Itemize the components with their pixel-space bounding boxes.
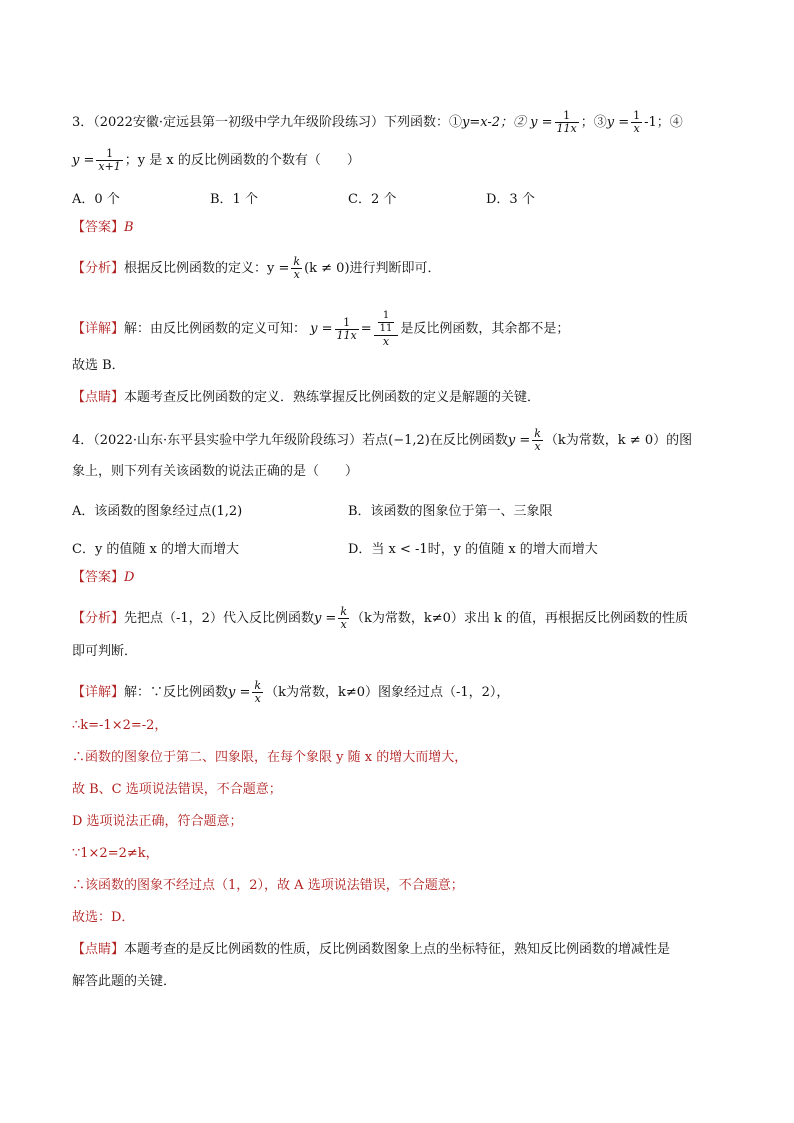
q4-answer-line	[72, 570, 134, 586]
q3-function-2-fraction	[555, 110, 579, 135]
q4-option-d: D．当 x < -1时，y 的值随 x 的增大而增大	[348, 542, 598, 557]
q4-option-c: C．y 的值随 x 的增大而增大	[72, 542, 240, 557]
fraction-numerator: k	[534, 427, 541, 440]
q4-detail-text: 解：∵反比例函数	[124, 685, 229, 700]
fraction-numerator: k	[293, 255, 301, 268]
q3-separator: ；③	[580, 115, 607, 130]
fraction-numerator: 1	[378, 310, 395, 323]
q3-function-2-lhs: y =	[530, 115, 553, 130]
q3-conclusion: 故选 B．	[72, 358, 125, 373]
q3-option-d: D．3 个	[486, 192, 535, 207]
fraction-denominator: x	[293, 268, 300, 281]
q4-analysis-text-2: （k为常数，k≠0）求出 k 的值，再根据反比例函数的性质	[351, 611, 689, 626]
q3-lead: 3．（2022安徽·定远县第一初级中学九年级阶段练习）下列函数：①	[72, 115, 462, 130]
q3-function-3-fraction	[631, 110, 642, 135]
q4-comment-line2: 解答此题的关键．	[72, 974, 177, 989]
fraction-numerator	[374, 310, 399, 336]
q3-analysis-line	[72, 256, 441, 281]
q3-detail-compound-fraction	[374, 310, 399, 348]
q4-answer: D	[124, 570, 135, 585]
q3-function-4-fraction	[96, 148, 122, 173]
fraction-numerator: 1	[96, 148, 122, 161]
q4-mid: 在反比例函数	[429, 433, 508, 448]
q4-detail-line	[72, 680, 509, 705]
q3-option-b: B．1 个	[210, 192, 258, 207]
q4-point: (−1,2)	[388, 433, 430, 448]
answer-label: 【答案】	[72, 220, 125, 235]
q3-analysis-fraction	[291, 256, 302, 281]
fraction-numerator: k	[254, 679, 262, 692]
fraction-denominator: 11	[379, 323, 393, 334]
fraction-denominator: 11x	[556, 122, 577, 135]
fraction-denominator: x+1	[98, 160, 121, 173]
q4-analysis-text: 先把点（-1，2）代入反比例函数	[124, 611, 314, 626]
q3-analysis-text: 根据反比例函数的定义：y =	[124, 261, 290, 276]
q3-function-1: y=x-2；②	[462, 115, 527, 130]
q3-stem-line2	[72, 148, 360, 173]
q4-tail: （k为常数，k ≠ 0）的图	[544, 433, 693, 448]
detail-label: 【详解】	[72, 685, 125, 700]
q4-step-1: ∴k=-1×2=-2，	[72, 718, 168, 733]
q4-step-2: ∴函数的图象位于第二、四象限，在每个象限 y 随 x 的增大而增大，	[72, 750, 468, 765]
q3-detail-text: 解：由反比例函数的定义可知：	[124, 321, 307, 337]
q4-analysis-line2: 即可判断．	[72, 644, 138, 659]
fraction-denominator: 11x	[336, 328, 357, 342]
q4-step-4: D 选项说法正确，符合题意；	[72, 814, 243, 829]
q3-function-3-lhs: y =	[606, 115, 630, 130]
q3-detail-fraction	[335, 317, 359, 342]
q4-detail-fraction	[252, 680, 263, 705]
comment-label: 【点睛】	[72, 942, 125, 957]
analysis-label: 【分析】	[72, 261, 125, 276]
fraction-denominator: x	[340, 618, 347, 631]
q4-lead: 4．（2022·山东·东平县实验中学九年级阶段练习）若点	[72, 433, 389, 448]
q3-detail-line	[72, 310, 569, 348]
q4-step-3: 故 B、C 选项说法错误，不合题意；	[72, 782, 282, 797]
q4-option-a: A．该函数的图象经过点(1,2)	[72, 504, 243, 519]
q3-detail-lhs: y =	[310, 321, 333, 337]
q4-comment-line1	[72, 942, 670, 958]
q3-answer: B	[124, 220, 134, 235]
fraction-denominator: x	[633, 122, 640, 135]
q4-analysis-lhs: y =	[313, 611, 337, 626]
detail-label: 【详解】	[72, 321, 125, 337]
q4-conclusion: 故选：D．	[72, 910, 135, 925]
q4-analysis-line1	[72, 606, 688, 631]
q3-comment: 本题考查反比例函数的定义．熟练掌握反比例函数的定义是解题的关键．	[124, 390, 541, 405]
q4-comment: 本题考查的是反比例函数的性质，反比例函数图象上点的坐标特征，熟知反比例函数的增减性是	[124, 942, 671, 957]
fraction-denominator: x	[254, 692, 261, 705]
q3-function-4-lhs: y =	[72, 153, 95, 168]
fraction-numerator: 1	[633, 109, 641, 122]
q3-option-a: A．0 个	[72, 192, 120, 207]
q3-answer-line	[72, 220, 134, 236]
comment-label: 【点睛】	[72, 390, 125, 405]
q3-question-text: ；y 是 x 的反比例函数的个数有（ ）	[124, 153, 360, 168]
q4-step-5: ∵1×2=2≠k，	[72, 846, 159, 861]
fraction-numerator: 1	[555, 110, 579, 123]
q4-option-b: B．该函数的图象位于第一、三象限	[348, 504, 553, 519]
fraction-denominator: x	[534, 440, 541, 453]
equals-sign: =	[360, 321, 372, 337]
q3-stem-line1	[72, 110, 683, 135]
fraction-numerator: k	[340, 605, 347, 618]
q4-stem-line1	[72, 428, 692, 453]
q3-detail-text-2: 是反比例函数，其余都不是；	[400, 321, 570, 337]
q4-analysis-fraction	[338, 606, 349, 631]
inner-fraction	[378, 310, 395, 335]
q4-stem-line2: 象上，则下列有关该函数的说法正确的是（ ）	[72, 464, 359, 479]
fraction-numerator: 1	[335, 317, 359, 330]
answer-label: 【答案】	[72, 570, 125, 585]
analysis-label: 【分析】	[72, 611, 125, 626]
q3-option-c: C．2 个	[348, 192, 397, 207]
q4-detail-lhs: y =	[228, 685, 251, 700]
q4-func-lhs: y =	[507, 433, 531, 448]
q3-function-3-tail: -1；④	[644, 115, 683, 130]
q4-func-fraction	[532, 428, 543, 453]
fraction-denominator: x	[382, 335, 390, 348]
q3-analysis-text-2: (k ≠ 0)进行判断即可．	[304, 261, 441, 276]
q4-detail-text-2: （k为常数，k≠0）图象经过点（-1，2），	[265, 685, 510, 700]
q4-step-6: ∴该函数的图象不经过点（1，2），故 A 选项说法错误，不合题意；	[72, 878, 464, 893]
q3-comment-line	[72, 390, 540, 406]
